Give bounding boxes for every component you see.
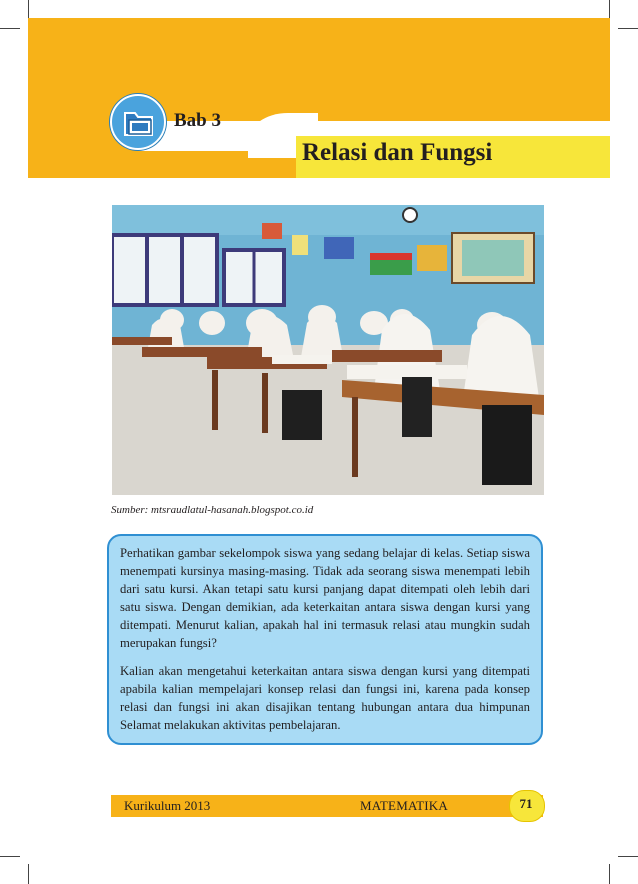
classroom-photo <box>112 205 544 495</box>
crop-mark <box>28 864 29 884</box>
chapter-number: Bab 3 <box>174 110 221 131</box>
chapter-icon-badge <box>110 94 166 150</box>
crop-mark <box>28 0 29 20</box>
folder-icon <box>112 96 164 148</box>
crop-mark <box>0 856 20 857</box>
crop-mark <box>618 856 638 857</box>
crop-mark <box>618 28 638 29</box>
crop-mark <box>0 28 20 29</box>
footer-curriculum: Kurikulum 2013 <box>124 798 211 813</box>
crop-mark <box>609 864 610 884</box>
crop-mark <box>609 0 610 20</box>
page-number: 71 <box>519 796 533 811</box>
footer-subject: MATEMATIKA <box>360 798 448 813</box>
intro-paragraph-2: Kalian akan mengetahui keterkaitan antara siswa dengan kursi yang ditempati apabila kalian mempelajari konsep relasi dan fungsi ini, karena pada konsep relasi dan fungsi ini akan disajikan tentang hubungan antara dua himpunan Selamat melakukan aktivitas pembelajaran. <box>120 663 530 732</box>
photo-caption: Sumber: mtsraudlatul-hasanah.blogspot.co.id <box>111 504 314 516</box>
intro-text-box <box>107 534 543 745</box>
intro-paragraph-1: Perhatikan gambar sekelompok siswa yang sedang belajar di kelas. Setiap siswa menempati kursinya masing-masing. Tidak ada seorang siswa menempati lebih dari satu kursi. Akan tetapi satu kursi panjang dapat ditempati oleh lebih dari satu siswa. Dengan demikian, ada keterkaitan antara siswa dengan kursi yang ditempati. Menurut kalian, apakah hal ini termasuk relasi atau mungkin sudah merupakan fungsi? <box>120 546 530 651</box>
chapter-title: Relasi dan Fungsi <box>302 139 493 166</box>
